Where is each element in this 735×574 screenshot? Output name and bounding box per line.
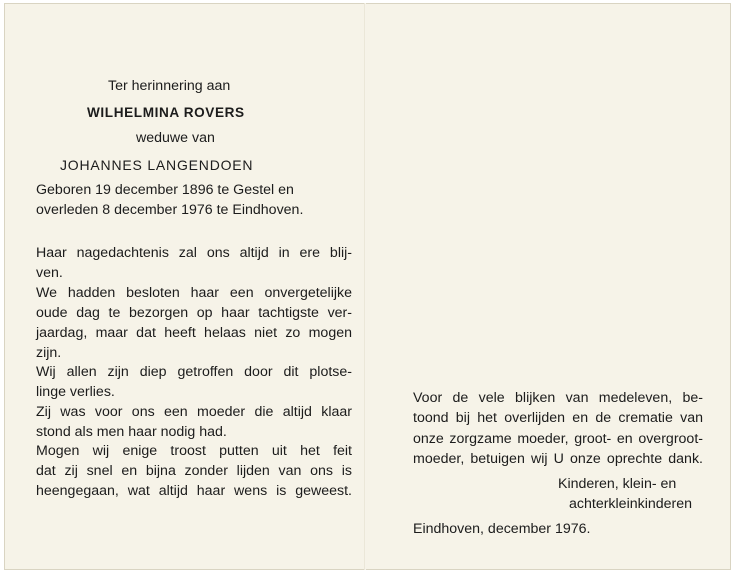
right-page [368, 0, 735, 574]
thanks-line: moeder, betuigen wij U onze oprechte dank. [413, 451, 703, 467]
deceased-name: WILHELMINA ROVERS [87, 105, 245, 120]
intro-text: Ter herinnering aan [108, 78, 231, 94]
body-line: stond als men haar nodig had. [36, 424, 227, 440]
signature-line-2: achterkleinkinderen [569, 496, 693, 512]
body-line: Haar nagedachtenis zal ons altijd in ere blij- [36, 245, 352, 261]
birth-line-1: Geboren 19 december 1896 te Gestel en [36, 182, 294, 198]
body-line: Zij was voor ons een moeder die altijd klaar [36, 404, 352, 420]
relation-text: weduwe van [136, 130, 215, 146]
body-line: heengegaan, wat altijd haar wens is geweest. [36, 483, 352, 499]
body-line: Mogen wij enige troost putten uit het feit [36, 443, 352, 459]
place-date: Eindhoven, december 1976. [413, 521, 591, 537]
body-line: linge verlies. [36, 384, 115, 400]
signature-line-1: Kinderen, klein- en [558, 476, 677, 492]
body-line: dat zij snel en bijna zonder lijden van ons is [36, 463, 352, 479]
body-line: jaardag, maar dat heeft helaas niet zo mogen [36, 325, 352, 341]
body-line: ven. [36, 265, 63, 281]
thanks-line: onze zorgzame moeder, groot- en overgroot- [413, 431, 703, 447]
body-line: Wij allen zijn diep getroffen door dit plotse- [36, 364, 352, 380]
thanks-line: toond bij het overlijden en de crematie van [413, 410, 703, 426]
spouse-name: JOHANNES LANGENDOEN [60, 157, 254, 173]
body-line: We hadden besloten haar een onvergetelijke [36, 285, 352, 301]
thanks-line: Voor de vele blijken van medeleven, be- [413, 390, 703, 406]
birth-line-2: overleden 8 december 1976 te Eindhoven. [36, 202, 304, 218]
body-line: zijn. [36, 345, 62, 361]
body-line: oude dag te bezorgen op haar tachtigste ver- [36, 305, 352, 321]
